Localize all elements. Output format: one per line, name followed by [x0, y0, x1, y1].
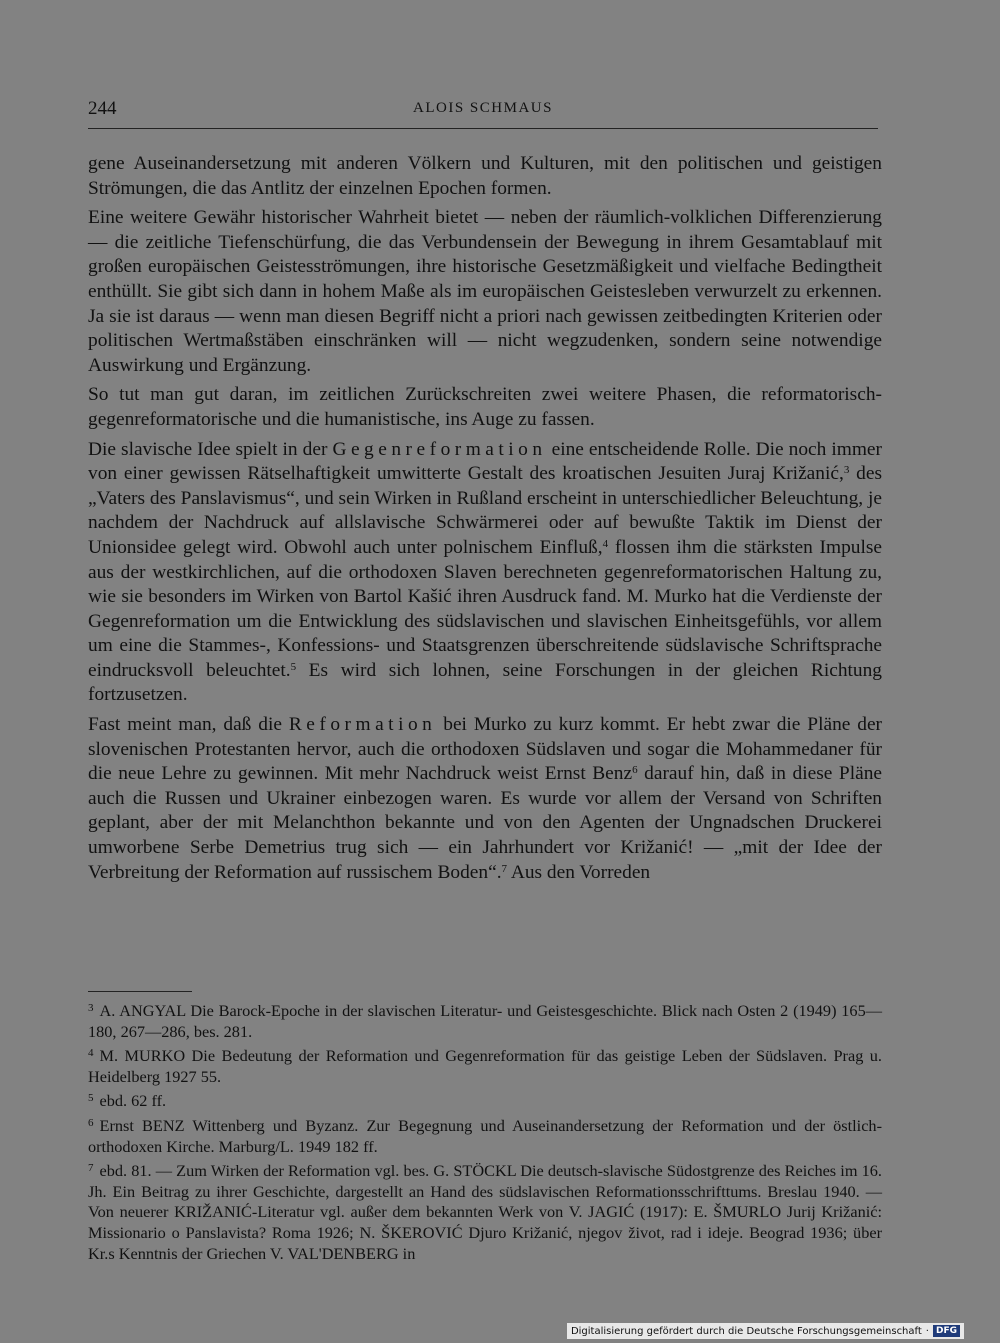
footnote: [88, 1091, 882, 1112]
footnote-text: Ernst BENZ Wittenberg und Byzanz. Zur Begegnung und Auseinandersetzung der Reformation und der östlich-orthodoxen Kirche. Marburg/L. 1949 182 ff.: [88, 1115, 882, 1156]
footnote-rule: [88, 991, 192, 992]
credit-separator: ·: [925, 1325, 929, 1337]
text-run: flossen ihm die stärksten Impulse aus der westkirchlichen, auf die orthodoxen Slaven berechneten gegenreformatorischen Haltung zu, wie sie besonders im Wirken von Bartol Kašić ihren Ausdruck fand. M. Murko hat die Verdienste der Gegenreformation um die Entwicklung des südslavischen und slavischen Einheitsgefühls, vor allem um eine die Stammes-, Konfessions- und Staatsgrenzen überschreitende südslavische Schriftsprache eindrucksvoll beleuchtet.: [88, 536, 882, 681]
footnote-marker: 3: [843, 464, 850, 477]
footnote-number: 5: [88, 1092, 94, 1105]
text-run: eine entscheidende Rolle. Die noch immer von einer gewissen Rätselhaftigkeit umwitterte Gestalt des kroatischen Jesuiten Juraj Križanić,: [88, 438, 882, 485]
footnote: [88, 1001, 882, 1042]
text-run: Eine weitere Gewähr historischer Wahrheit bietet — neben der räumlich-volklichen Differenzierung — die zeitliche Tiefenschürfung, die das Verbundensein der Bewegung in ihrem Gesamtablauf mit großen europäischen Geistesströmungen, ihre historische Gesetzmäßigkeit und vielfache Bedingtheit enthüllt. Sie gibt sich dann in hohem Maße als im europäischen Geistesleben verwurzelt zu erkennen. Ja sie ist daraus — wenn man diesen Begriff nicht a priori nach gewissen zeitbedingten Kriterien oder politischen Wertmaßstäben einschränken will — nicht wegzudenken, sondern seine notwendige Auswirkung und Ergänzung.: [88, 207, 882, 376]
body-text: [88, 152, 882, 890]
spaced-emphasis: Reformation: [288, 714, 437, 736]
dfg-logo: DFG: [933, 1325, 960, 1337]
text-run: Aus den Vorreden: [507, 861, 651, 883]
paragraph: [88, 152, 882, 201]
footnote-marker: 5: [290, 660, 297, 673]
text-run: Fast meint man, daß die: [88, 714, 289, 736]
text-run: bei Murko zu kurz kommt. Er hebt zwar die Pläne der slovenischen Protestanten hervor, auch die orthodoxen Südslaven und sogar die Mohammedaner für die neue Lehre zu gewinnen. Mit mehr Nachdruck weist Ernst Benz: [88, 714, 883, 785]
footnote-text: ebd. 81. — Zum Wirken der Reformation vgl. bes. G. STÖCKL Die deutsch-slavische Südostgrenze des Reiches im 16. Jh. Ein Beitrag zu ihrer Geschichte, dargestellt an Hand des südslavischen Reformationsschrifttums. Breslau 1940. — Von neuerer KRIŽANIĆ-Literatur vgl. außer dem bekannten Werk von V. JAGIĆ (1917): E. ŠMURLO Jurij Križanić: Missionario o Panslavista? Roma 1926; N. ŠKEROVIĆ Djuro Križanić, njegov život, rad i ideje. Beograd 1936; über Kr.s Kenntnis der Griechen V. VAL'DENBERG in: [88, 1161, 882, 1263]
paragraph: [88, 713, 882, 885]
footnote-number: 7: [88, 1162, 94, 1175]
text-run: Es wird sich lohnen, seine Forschungen in der gleichen Richtung fortzusetzen.: [88, 659, 882, 706]
footnote: [88, 1046, 882, 1087]
text-run: Die slavische Idee spielt in der: [88, 438, 333, 460]
text-run: des „Vaters des Panslavismus“, und sein Wirken in Rußland erscheint in unterschiedlicher Beleuchtung, je nachdem der Nachdruck auf allslavische Schwärmerei oder auf bewußte Taktik im Dienst der Unionsidee gelegt wird. Obwohl auch unter polnischem Einfluß,: [88, 463, 882, 558]
paragraph: [88, 383, 882, 432]
digitization-credit: [567, 1323, 964, 1339]
page-header: [88, 98, 878, 129]
footnote-marker: 4: [602, 537, 609, 550]
footnote: [88, 1116, 882, 1157]
footnote-marker: 6: [632, 764, 638, 777]
text-run: So tut man gut daran, im zeitlichen Zurückschreiten zwei weitere Phasen, die reformatorisch-gegenreformatorische und die humanistische, ins Auge zu fassen.: [88, 384, 882, 430]
footnote: [88, 1161, 882, 1264]
page-number: 244: [88, 98, 117, 119]
paragraph: [88, 206, 882, 378]
running-head: ALOIS SCHMAUS: [413, 100, 553, 116]
text-run: gene Auseinandersetzung mit anderen Völkern und Kulturen, mit den politischen und geistigen Strömungen, die das Antlitz der einzelnen Epochen formen.: [88, 153, 882, 199]
footnotes: [88, 1001, 882, 1268]
footnote-text: ebd. 62 ff.: [99, 1091, 167, 1111]
credit-text: Digitalisierung gefördert durch die Deutsche Forschungsgemeinschaft: [570, 1325, 922, 1337]
paragraph: [88, 438, 882, 709]
footnote-marker: 7: [501, 862, 508, 875]
footnote-number: 6: [88, 1116, 94, 1129]
footnote-number: 3: [88, 1002, 94, 1014]
text-run: darauf hin, daß in diese Pläne auch die Russen und Ukrainer einbezogen waren. Es wurde vor allem der Versand von Schriften geplant, aber der mit Melanchthon bekannte und von den Agenten der Ungnadschen Druckerei umworbene Serbe Demetrius trug sich — ein Jahrhundert vor Križanić! — „mit der Idee der Verbreitung der Reformation auf russischem Boden“.: [88, 763, 882, 883]
footnote-number: 4: [88, 1047, 94, 1060]
spaced-emphasis: Gegenreformation: [332, 438, 547, 460]
footnote-text: M. MURKO Die Bedeutung der Reformation und Gegenreformation für das geistige Leben der Südslaven. Prag u. Heidelberg 1927 55.: [88, 1046, 882, 1086]
footnote-text: A. ANGYAL Die Barock-Epoche in der slavischen Literatur- und Geistesgeschichte. Blick nach Osten 2 (1949) 165—180, 267—286, bes. 281.: [88, 1001, 882, 1041]
